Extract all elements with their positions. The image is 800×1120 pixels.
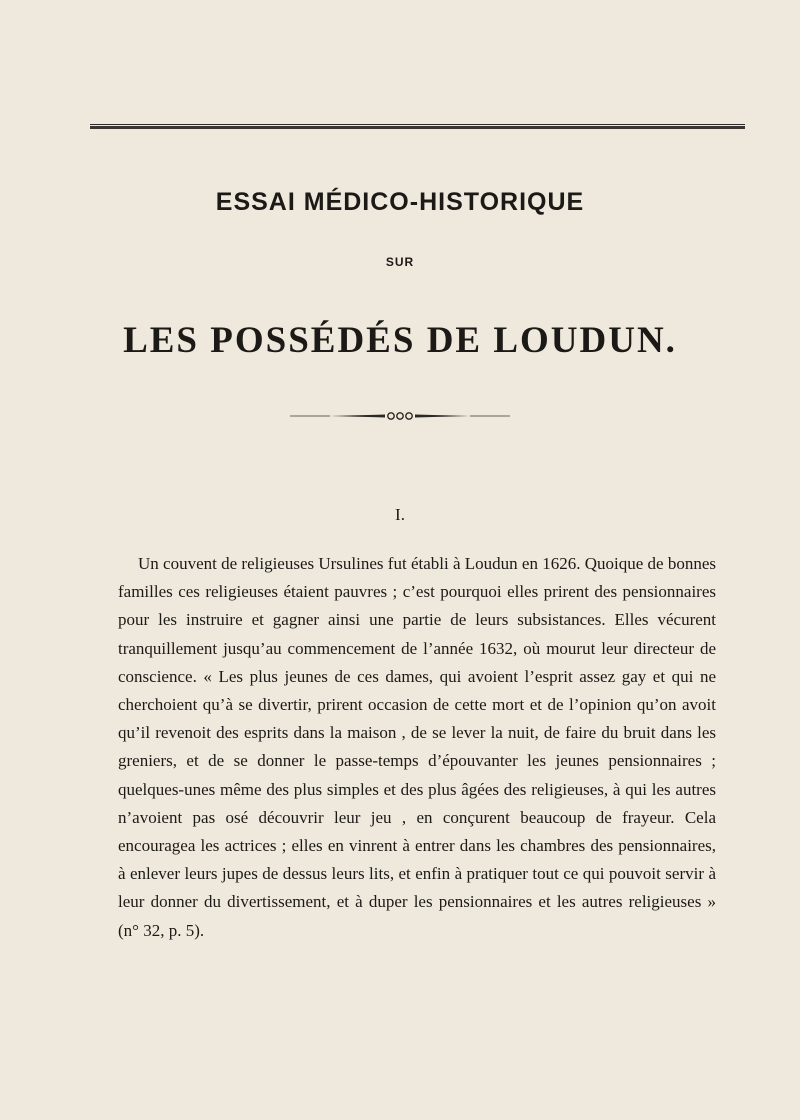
body-text xyxy=(118,550,716,945)
page-subtitle: LES POSSÉDÉS DE LOUDUN. xyxy=(123,320,677,361)
title-connector: SUR xyxy=(385,255,415,269)
header-rule xyxy=(90,124,745,129)
decorative-divider xyxy=(0,410,800,422)
page-title: ESSAI MÉDICO-HISTORIQUE xyxy=(215,188,585,216)
paragraph: Un couvent de religieuses Ursulines fut établi à Loudun en 1626. Quoique de bonnes familles ces religieuses étaient pauvres ; c’est pourquoi elles prirent des pensionnaires pour les instruire et gagner ainsi une partie de leurs subsistances. Elles vécurent tranquillement jusqu’au commencement de l’année 1632, où mourut leur directeur de conscience. « Les plus jeunes de ces dames, qui avoient l’esprit assez gay et qui ne cherchoient qu’à se divertir, prirent occasion de cette mort et de l’opinion qu’on avoit qu’il revenoit des esprits dans la maison , de se lever la nuit, de faire du bruit dans les greniers, et de se donner le passe-temps d’épouvanter les jeunes pensionnaires ; quelques-unes même des plus simples et des plus âgées des religieuses, à qui les autres n’avoient pas osé découvrir leur jeu , en conçurent beaucoup de frayeur. Cela encouragea les actrices ; elles en vinrent à entrer dans les chambres des pensionnaires, à enlever leurs jupes de dessus leurs lits, et enfin à pratiquer tout ce qui pouvoit servir à leur donner du divertissement, et à duper les pensionnaires et les autres religieuses » (n° 32, p. 5). xyxy=(118,554,716,940)
section-number: I. xyxy=(395,505,405,524)
